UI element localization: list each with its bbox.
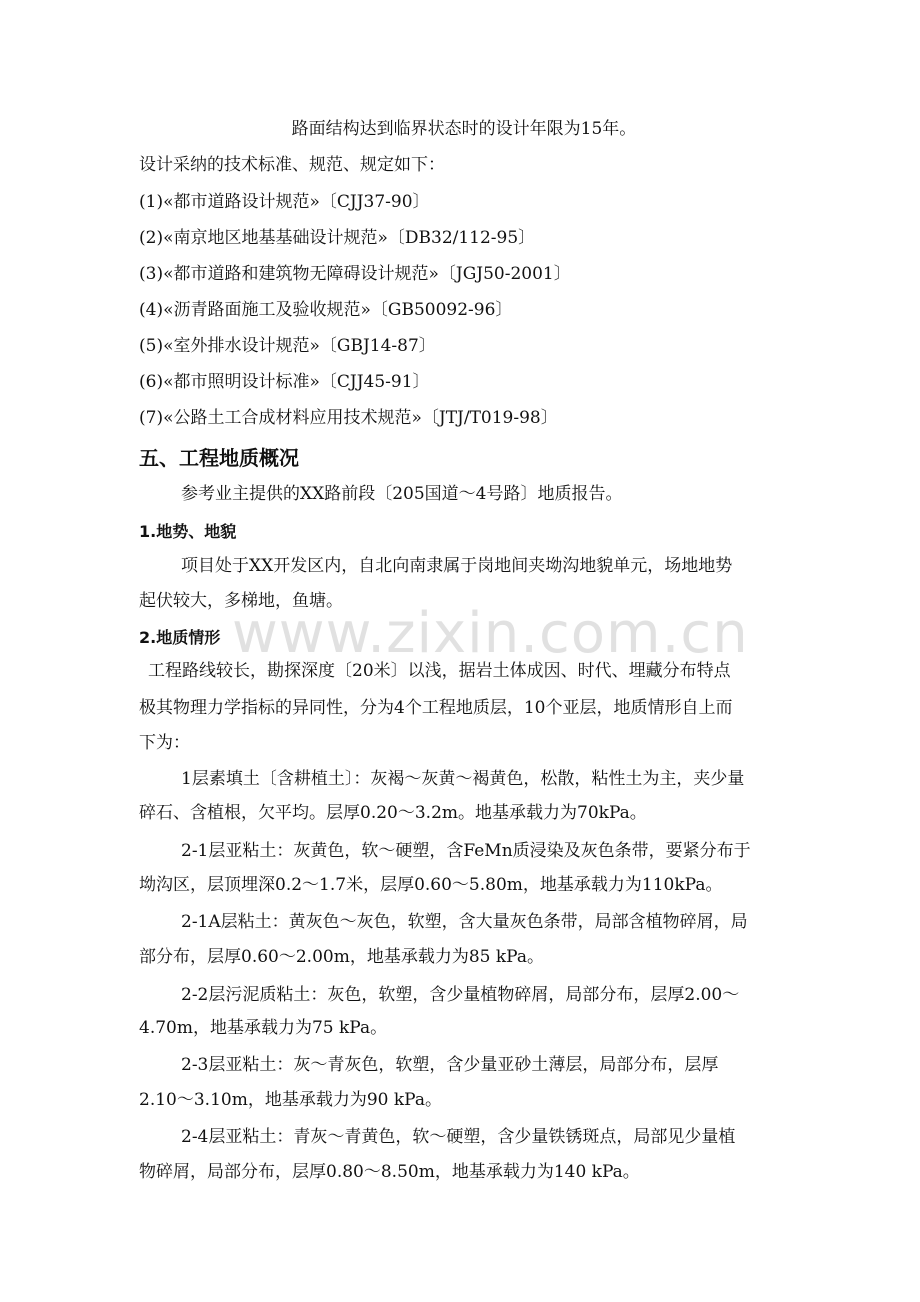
standard-item: (3)«都市道路和建筑物无障碍设计规范»〔JGJ50-2001〕 (139, 264, 571, 284)
paragraph-line: 下为： (139, 733, 190, 753)
standard-item: (5)«室外排水设计规范»〔GBJ14-87〕 (139, 336, 436, 356)
layer-line: 2.10～3.10m，地基承载力为90 kPa。 (139, 1090, 442, 1110)
section-title: 五、工程地质概况 (139, 446, 299, 470)
subsection-title: 2.地质情形 (139, 628, 221, 647)
layer-line: 2-4层亚粘土：青灰～青黄色，软～硬塑，含少量铁锈斑点，局部见少量植 (181, 1127, 736, 1147)
paragraph-line: 项目处于XX开发区内，自北向南隶属于岗地间夹坳沟地貌单元，场地地势 (181, 556, 733, 576)
standard-item: (1)«都市道路设计规范»〔CJJ37-90〕 (139, 192, 430, 212)
subsection-title: 1.地势、地貌 (139, 522, 237, 541)
layer-line: 1层素填土〔含耕植土〕：灰褐～灰黄～褐黄色，松散，粘性土为主，夹少量 (181, 769, 745, 789)
layer-line: 坳沟区，层顶埋深0.2～1.7米，层厚0.60～5.80m，地基承载力为110kPa。 (139, 875, 723, 895)
layer-line: 4.70m，地基承载力为75 kPa。 (139, 1018, 388, 1038)
standard-item: (2)«南京地区地基基础设计规范»〔DB32/112-95〕 (139, 228, 536, 248)
layer-line: 碎石、含植根，欠平均。层厚0.20～3.2m。地基承载力为70kPa。 (139, 803, 647, 823)
paragraph-line: 极其物理力学指标的异同性，分为4个工程地质层，10个亚层，地质情形自上而 (139, 698, 733, 718)
layer-line: 2-1A层粘土：黄灰色～灰色，软塑，含大量灰色条带，局部含植物碎屑，局 (181, 912, 748, 932)
layer-line: 部分布，层厚0.60～2.00m，地基承载力为85 kPa。 (139, 947, 544, 967)
section-intro: 参考业主提供的XX路前段〔205国道～4号路〕地质报告。 (181, 484, 623, 504)
layer-line: 2-2层污泥质粘土：灰色，软塑，含少量植物碎屑，局部分布，层厚2.00～ (181, 985, 740, 1005)
standard-item: (4)«沥青路面施工及验收规范»〔GB50092-96〕 (139, 300, 513, 320)
paragraph-line: 起伏较大，多梯地，鱼塘。 (139, 591, 343, 611)
standard-item: (6)«都市照明设计标准»〔CJJ45-91〕 (139, 372, 430, 392)
layer-line: 2-1层亚粘土：灰黄色，软～硬塑，含FeMn质浸染及灰色条带，要紧分布于 (181, 841, 751, 861)
paragraph-line: 工程路线较长，勘探深度〔20米〕以浅，据岩土体成因、时代、埋藏分布特点 (148, 661, 731, 681)
intro-line: 路面结构达到临界状态时的设计年限为15年。 (291, 119, 637, 139)
layer-line: 2-3层亚粘土：灰～青灰色，软塑，含少量亚砂土薄层，局部分布，层厚 (181, 1055, 719, 1075)
watermark: www.zixin.com.cn (232, 601, 749, 666)
layer-line: 物碎屑，局部分布，层厚0.80～8.50m，地基承载力为140 kPa。 (139, 1162, 640, 1182)
standards-heading: 设计采纳的技术标准、规范、规定如下： (139, 155, 445, 175)
standard-item: (7)«公路土工合成材料应用技术规范»〔JTJ/T019-98〕 (139, 408, 558, 428)
